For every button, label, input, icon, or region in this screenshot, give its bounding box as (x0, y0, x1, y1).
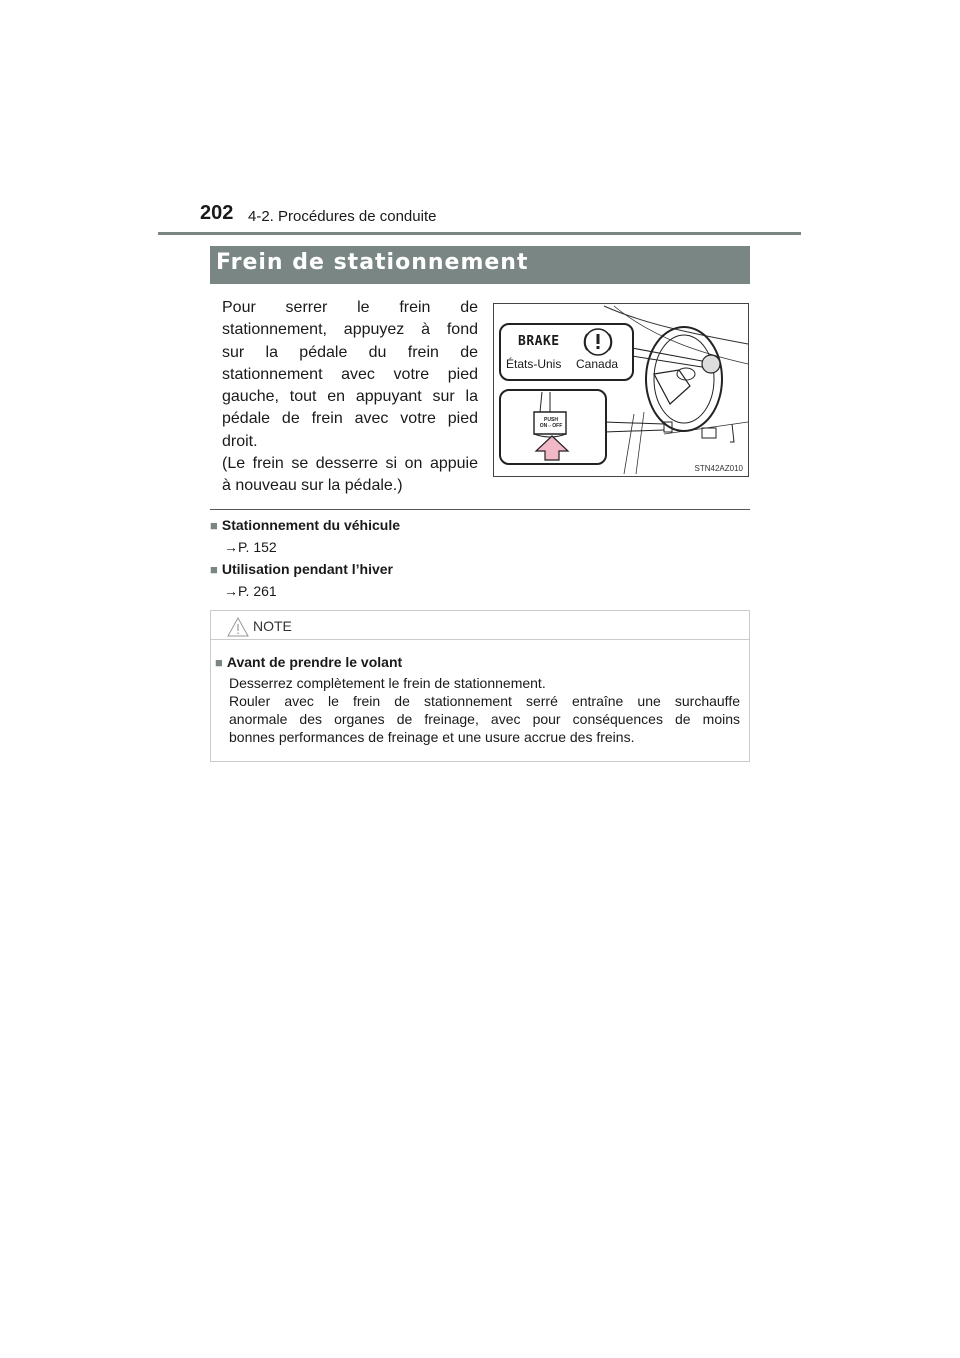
intro-line: stationnement avec votre pied (222, 365, 478, 383)
page-reference-link[interactable]: →P. 261 (224, 583, 277, 599)
warning-triangle-icon (227, 617, 249, 637)
figure-code: STN42AZ010 (694, 464, 743, 473)
note-box (210, 610, 750, 762)
note-line: anormale des organes de freinage, avec pour conséquences de moins (229, 711, 740, 727)
intro-line: droit. (222, 432, 258, 450)
intro-line: Pour serrer le frein de (222, 299, 478, 316)
square-bullet-icon: ■ (210, 562, 218, 577)
section-reference: 4-2. Procédures de conduite (248, 208, 437, 225)
note-title: NOTE (253, 618, 292, 634)
note-body (229, 674, 740, 746)
square-bullet-icon: ■ (215, 655, 223, 670)
section-title: Frein de stationnement (216, 250, 529, 275)
intro-line: pédale de frein avec votre pied (222, 410, 478, 428)
note-line: bonnes performances de freinage et une usure accrue des freins. (229, 729, 635, 745)
item-label: Stationnement du véhicule (221, 517, 400, 533)
note-line: Desserrez complètement le frein de stationnement. (229, 675, 546, 691)
note-line: Rouler avec le frein de stationnement serré entraîne une surchauffe (229, 693, 740, 709)
page-reference-link[interactable]: →P. 152 (224, 539, 277, 555)
intro-line: (Le frein se desserre si on appuie (222, 455, 478, 473)
list-item (210, 561, 393, 577)
parking-brake-illustration (493, 303, 749, 477)
intro-line: à nouveau sur la pédale.) (222, 477, 403, 495)
section-divider (210, 509, 750, 510)
note-item-label: Avant de prendre le volant (226, 654, 403, 670)
note-item (215, 654, 402, 670)
page-header (200, 202, 760, 232)
pedal-push-text: PUSH ON⇔OFF (539, 417, 563, 429)
intro-line: gauche, tout en appuyant sur la (222, 388, 478, 406)
label-us: États-Unis (506, 357, 562, 371)
square-bullet-icon: ■ (210, 518, 218, 533)
label-canada: Canada (576, 357, 619, 371)
page-number: 202 (200, 202, 234, 224)
header-rule (158, 232, 801, 235)
intro-line: stationnement, appuyez à fond (222, 321, 478, 339)
section-title-bar (210, 246, 750, 284)
dashboard-drawing (494, 304, 750, 478)
item-label: Utilisation pendant l’hiver (221, 561, 393, 577)
intro-line: sur la pédale du frein de (222, 343, 478, 361)
note-header (211, 611, 749, 640)
brake-indicator-text: BRAKE (518, 334, 560, 349)
list-item (210, 517, 400, 533)
intro-paragraph (222, 297, 478, 498)
